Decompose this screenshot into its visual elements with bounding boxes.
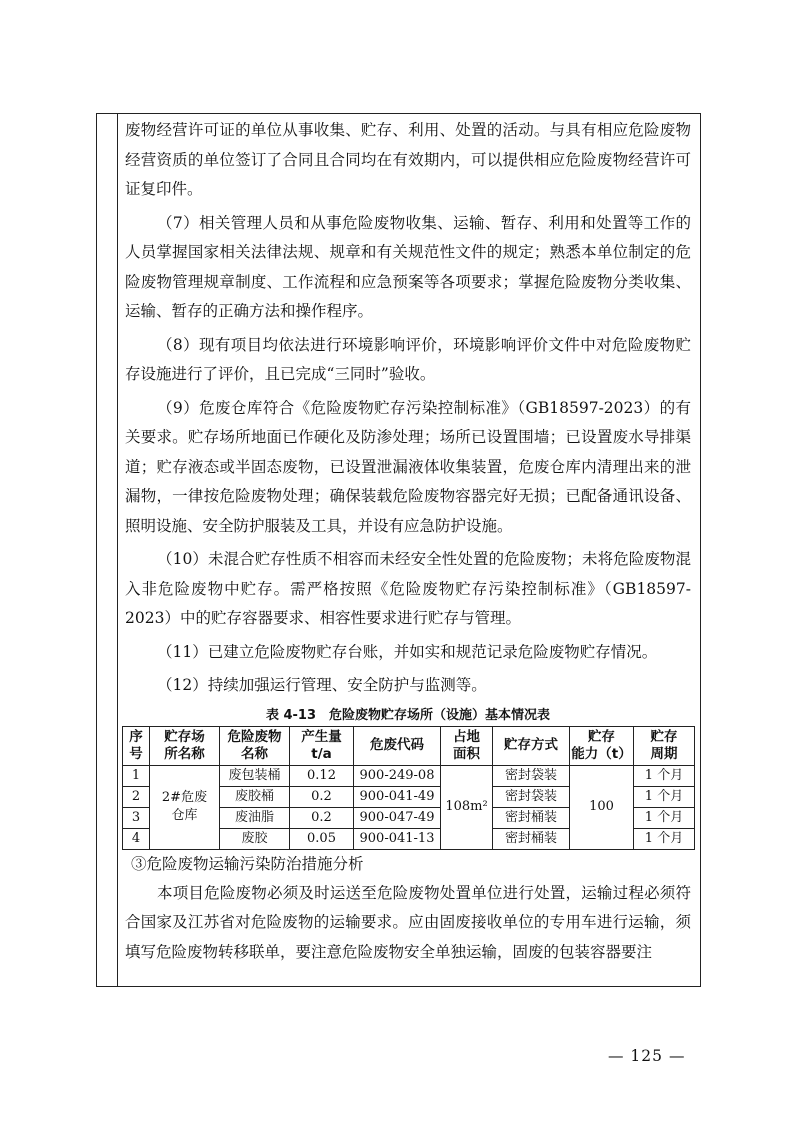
cell-waste-name: 废胶 [220,828,290,849]
paragraph-item-7: （7）相关管理人员和从事危险废物收集、运输、暂存、利用和处置等工作的人员掌握国家相关法律法规、规章和有关规范性文件的规定；熟悉本单位制定的危险废物管理规章制度、工作流程和应急预案等各项要求；掌握危险废物分类收集、运输、暂存的正确方法和操作程序。 [125,213,691,320]
cell-seq: 4 [123,828,150,849]
table-caption: 表 4-13 危险废物贮存场所（设施）基本情况表 [265,707,551,723]
header-waste-name: 危险废物 名称 [220,726,290,765]
section-heading: ③危险废物运输污染防治措施分析 [131,854,364,873]
cell-waste-name: 废包装桶 [220,765,290,786]
paragraph-license: 废物经营许可证的单位从事收集、贮存、利用、处置的活动。与具有相应危险废物经营资质的单位签订了合同且合同均在有效期内，可以提供相应危险废物经营许可证复印件。 [125,121,691,198]
cell-method: 密封桶装 [493,828,570,849]
page-number: — 125 — [608,1047,686,1065]
cell-amount: 0.2 [290,786,354,807]
section-body: 本项目危险废物必须及时运送至危险废物处置单位进行处置，运输过程必须符合国家及江苏省对危险废物的运输要求。应由固废接收单位的专用车进行运输，须填写危险废物转移联单，要注意危险废物安全单独运输，固废的包装容器要注 [125,883,691,961]
cell-capacity: 100 [570,765,634,849]
header-site: 贮存场 所名称 [150,726,220,765]
cell-seq: 1 [123,765,150,786]
header-area: 占地 面积 [441,726,493,765]
paragraph-item-12: （12）持续加强运行管理、安全防护与监测等。 [157,676,487,694]
cell-amount: 0.12 [290,765,354,786]
cell-seq: 2 [123,786,150,807]
table-header-row [123,726,695,765]
cell-period: 1 个月 [634,807,695,828]
cell-waste-name: 废油脂 [220,807,290,828]
cell-method: 密封袋装 [493,765,570,786]
main-content [125,116,691,967]
paragraph-item-9: （9）危废仓库符合《危险废物贮存污染控制标准》（GB18597-2023）的有关要求。贮存场所地面已作硬化及防渗处理；场所已设置围墙；已设置废水导排渠道；贮存液态或半固态废物，已设置泄漏液体收集装置，危废仓库内清理出来的泄漏物，一律按危险废物处理；确保装载危险废物容器完好无损；已配备通讯设备、照明设施、安全防护服装及工具，并设有应急防护设施。 [125,398,691,535]
cell-waste-name: 废胶桶 [220,786,290,807]
header-code: 危废代码 [354,726,441,765]
cell-code: 900-249-08 [354,765,441,786]
cell-seq: 3 [123,807,150,828]
table-row [123,765,695,786]
cell-code: 900-041-13 [354,828,441,849]
cell-amount: 0.05 [290,828,354,849]
header-period: 贮存 周期 [634,726,695,765]
header-capacity: 贮存 能力（t） [570,726,634,765]
cell-period: 1 个月 [634,786,695,807]
header-method: 贮存方式 [493,726,570,765]
header-seq: 序 号 [123,726,150,765]
paragraph-item-10: （10）未混合贮存性质不相容而未经安全性处置的危险废物；未将危险废物混入非危险废物中贮存。需严格按照《危险废物贮存污染控制标准》（GB18597-2023）中的贮存容器要求、相容性要求进行贮存与管理。 [125,550,691,627]
frame-divider [117,114,118,986]
cell-code: 900-047-49 [354,807,441,828]
header-amount: 产生量 t/a [290,726,354,765]
cell-period: 1 个月 [634,765,695,786]
cell-period: 1 个月 [634,828,695,849]
cell-amount: 0.2 [290,807,354,828]
cell-site: 2#危废 仓库 [150,765,220,849]
paragraph-item-11: （11）已建立危险废物贮存台账，并如实和规范记录危险废物贮存情况。 [157,642,658,661]
cell-method: 密封桶装 [493,807,570,828]
cell-code: 900-041-49 [354,786,441,807]
paragraph-item-8: （8）现有项目均依法进行环境影响评价，环境影响评价文件中对危险废物贮存设施进行了评价，且已完成“三同时”验收。 [125,335,691,383]
cell-method: 密封袋装 [493,786,570,807]
storage-table [122,726,695,850]
cell-area: 108m² [441,765,493,849]
